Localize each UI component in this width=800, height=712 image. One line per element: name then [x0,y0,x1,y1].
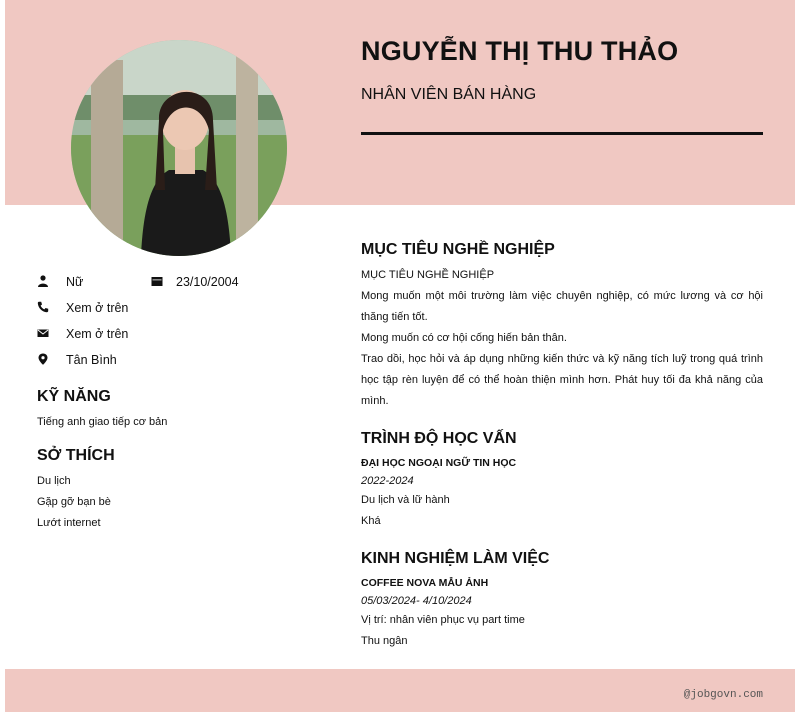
right-column [361,240,763,652]
skill-item: Tiếng anh giao tiếp cơ bản [37,416,168,428]
gender-value: Nữ [66,275,84,289]
education-major: Du lịch và lữ hành [361,494,450,506]
education-grade: Khá [361,515,381,527]
profile-photo-illustration [71,40,287,256]
experience-role: Vị trí: nhân viên phục vụ part time [361,614,525,626]
birthday-value: 23/10/2004 [176,275,239,289]
location-pin-icon [37,353,49,365]
phone-icon [37,301,49,313]
objective-line: Trao dồi, học hỏi và áp dụng những kiến thức và kỹ năng tích luỹ trong quá trình học tập rèn luyện để có thể hoàn thiện mình hơn. Phát huy tối đa khả năng của mình. [361,353,763,407]
company-name: COFFEE NOVA MẪU ẢNH [361,577,489,589]
calendar-icon [151,275,163,287]
info-row-email [37,324,327,350]
address-value: Tân Bình [66,353,117,367]
hobbies-title: SỞ THÍCH [37,447,115,464]
hobby-item: Du lịch [37,475,71,487]
experience-title: KINH NGHIỆM LÀM VIỆC [361,550,550,567]
candidate-name: NGUYỄN THỊ THU THẢO [361,36,679,66]
info-row-gender-birthday [37,272,327,298]
education-period: 2022-2024 [361,475,414,487]
person-icon [37,275,49,287]
hobby-item: Lướt internet [37,517,101,529]
footer-band [5,669,795,712]
objective-line: MỤC TIÊU NGHỀ NGHIỆP [361,269,495,281]
email-value: Xem ở trên [66,327,129,341]
left-column [37,272,327,534]
header-divider [361,132,763,135]
education-title: TRÌNH ĐỘ HỌC VẤN [361,430,517,447]
skills-title: KỸ NĂNG [37,388,111,405]
school-name: ĐẠI HỌC NGOẠI NGỮ TIN HỌC [361,457,517,469]
footer-credit: @jobgovn.com [683,689,763,701]
experience-duty: Thu ngân [361,635,408,647]
info-row-phone [37,298,327,324]
envelope-icon [37,327,49,339]
hobby-item: Gặp gỡ bạn bè [37,496,111,508]
objective-line: Mong muốn có cơ hội cống hiến bản thân. [361,332,567,344]
experience-period: 05/03/2024- 4/10/2024 [361,595,472,607]
profile-photo [71,40,287,256]
objective-title: MỤC TIÊU NGHỀ NGHIỆP [361,241,555,258]
job-position: NHÂN VIÊN BÁN HÀNG [361,86,537,103]
phone-value: Xem ở trên [66,301,129,315]
info-row-address [37,350,327,376]
objective-line: Mong muốn một môi trường làm việc chuyên nghiệp, có mức lương và cơ hội thăng tiến tốt. [361,290,763,323]
